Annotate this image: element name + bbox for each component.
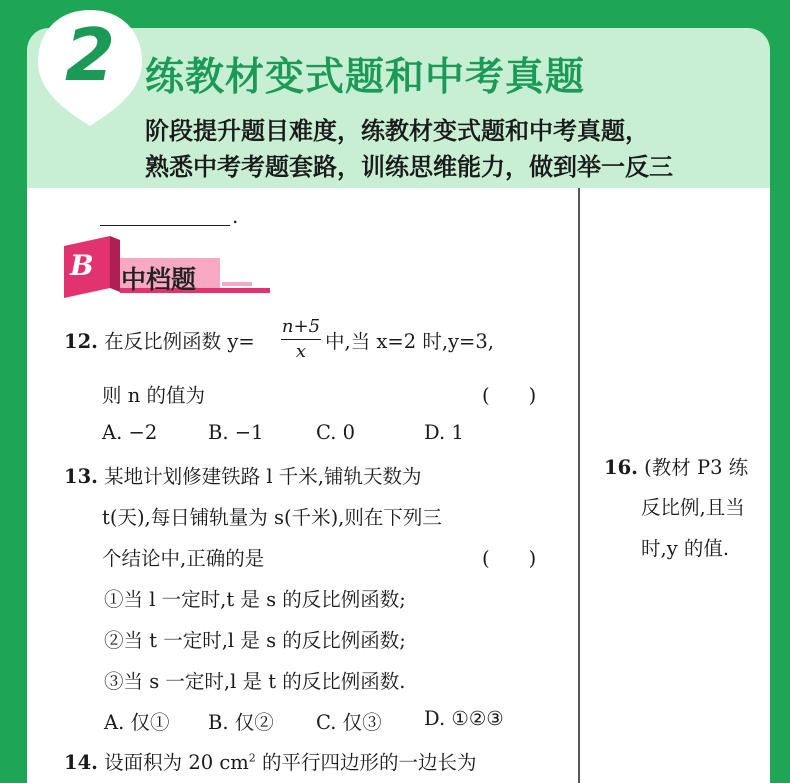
column-divider [578,188,580,783]
q16-line3: 时,y 的值. [641,537,730,560]
q12-number: 12. [64,330,98,353]
header-desc-line1: 阶段提升题目难度，练教材变式题和中考真题， [145,117,649,145]
q16-text-1: (教材 P3 练 [644,456,749,479]
q14-text-a: 设面积为 20 cm [104,751,249,774]
answer-blank [100,225,230,226]
q14-superscript: 2 [248,751,256,765]
q12-frac-numerator: n+5 [281,316,321,337]
q13-option-a: A. 仅① [104,711,170,734]
q12-text-b: 中,当 x=2 时,y=3, [325,330,494,353]
q12-option-d: D. 1 [424,421,464,444]
q14-line1 [64,747,476,775]
q13-statement-3: ③当 s 一定时,l 是 t 的反比例函数. [104,670,406,693]
q12-answer-paren: ( ) [482,384,537,407]
q13-option-b: B. 仅② [208,711,274,734]
q13-line1 [64,461,421,489]
q16-line1 [604,452,748,480]
q12-option-b: B. −1 [208,421,264,444]
q13-text-1: 某地计划修建铁路 l 千米,铺轨天数为 [104,465,422,488]
q12-frac-denominator: x [295,341,307,362]
q13-statement-1: ①当 l 一定时,t 是 s 的反比例函数; [104,588,406,611]
number-badge [38,6,142,128]
q13-line3: 个结论中,正确的是 [102,547,265,570]
q14-text-b: 的平行四边形的一边长为 [255,751,477,774]
section-letter: B [70,249,94,282]
blank-period: . [232,204,239,228]
header-title: 练教材变式题和中考真题 [145,55,586,100]
q12-fraction [281,316,321,363]
q13-statement-2: ②当 t 一定时,l 是 s 的反比例函数; [104,629,406,652]
q12-line2: 则 n 的值为 [102,384,205,407]
q12-option-a: A. −2 [102,421,158,444]
q14-number: 14. [64,751,98,774]
q16-line2: 反比例,且当 [641,496,745,519]
q12-line1 [64,326,255,354]
q13-answer-paren: ( ) [482,547,537,570]
q12-frac-bar [281,339,321,340]
q12-text-a: 在反比例函数 y= [104,330,255,353]
q12-option-c: C. 0 [316,421,356,444]
q13-option-d: D. ①②③ [424,707,504,730]
q13-number: 13. [64,465,98,488]
badge-number: 2 [64,13,116,97]
q13-line2: t(天),每日铺轨量为 s(千米),则在下列三 [102,506,442,529]
q16-number: 16. [604,456,638,479]
header-desc-line2: 熟悉中考考题套路，训练思维能力，做到举一反三 [145,153,673,181]
q13-option-c: C. 仅③ [316,711,382,734]
section-title: 中档题 [121,265,197,294]
